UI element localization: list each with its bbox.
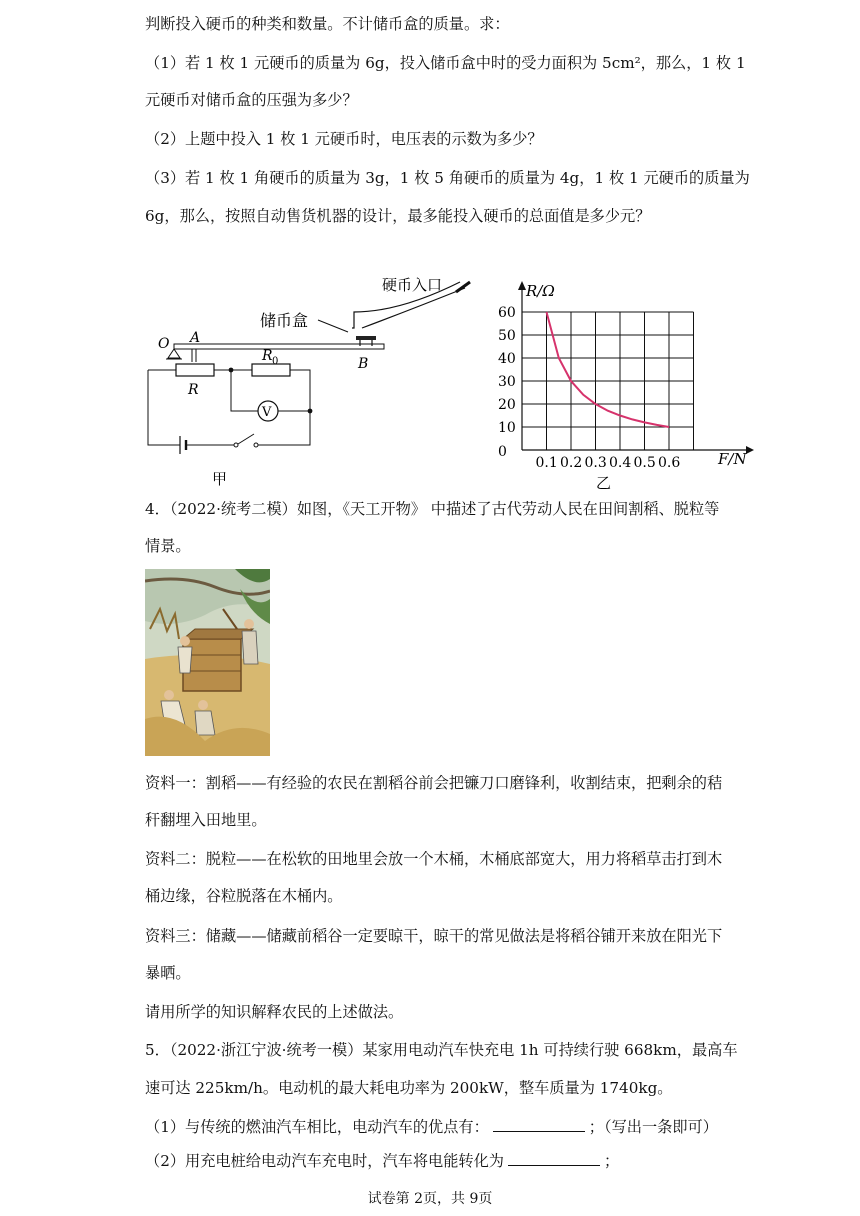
coin-inlet-label: 硬币入口 <box>382 276 443 294</box>
x-tick-label: 0.6 <box>658 455 681 471</box>
voltmeter-label: V <box>262 405 272 420</box>
point-a-label: A <box>190 330 201 346</box>
q4-material2-line1: 资料二：脱粒——在松软的田地里会放一个木桶，木桶底部宽大，用力将稻草击打到木 <box>145 850 723 868</box>
chart-grid <box>522 312 694 450</box>
chart-axes <box>518 281 754 454</box>
x-axis-label: F/N <box>718 450 747 468</box>
resistor-r0-subscript: 0 <box>272 356 279 367</box>
x-tick-label: 0.2 <box>560 455 583 471</box>
y-tick-label: 50 <box>498 328 516 344</box>
figure-jia-caption: 甲 <box>212 470 228 488</box>
y-axis-label: R/Ω <box>526 282 555 300</box>
q4-material2-line2: 桶边缘，谷粒脱落在木桶内。 <box>145 887 343 905</box>
x-tick-label: 0.1 <box>535 455 558 471</box>
q5-part1-suffix: ；（写出一条即可） <box>588 1118 718 1136</box>
q3-part3-line2: 6g，那么，按照自动售货机器的设计，最多能投入硬币的总面值是多少元？ <box>145 207 651 225</box>
y-tick-label: 10 <box>498 420 516 436</box>
page-footer: 试卷第 2页，共 9页 <box>367 1191 493 1207</box>
y-tick-label: 30 <box>498 374 516 390</box>
q4-ask: 请用所学的知识解释农民的上述做法。 <box>145 1003 404 1021</box>
q5-part2 <box>145 1151 619 1171</box>
answer-blank-2[interactable] <box>508 1151 600 1166</box>
harvest-illustration <box>145 569 270 756</box>
x-tick-label: 0.3 <box>584 455 607 471</box>
y-axis-arrow <box>518 281 526 290</box>
q4-heading-line2: 情景。 <box>145 537 191 555</box>
q5-part2-suffix: ； <box>603 1152 620 1170</box>
chart-ticks <box>498 305 680 471</box>
y-tick-label: 40 <box>498 351 516 367</box>
q5-part2-text: （2）用充电桩给电动汽车充电时，汽车将电能转化为 <box>145 1152 504 1170</box>
figure-yi-caption: 乙 <box>596 474 612 492</box>
circuit-diagram-jia <box>140 270 480 495</box>
y-tick-label: 60 <box>498 305 516 321</box>
q3-part1-line1: （1）若 1 枚 1 元硬币的质量为 6g，投入储币盒中时的受力面积为 5cm²，那么，1 枚 1 <box>145 54 746 72</box>
q5-part1-text: （1）与传统的燃油汽车相比，电动汽车的优点有： <box>145 1118 489 1136</box>
q4-heading: 4．（2022·统考二模）如图，《天工开物》 中描述了古代劳动人民在田间割稻、脱粒等 <box>145 500 720 518</box>
q4-material1-line1: 资料一：割稻——有经验的农民在割稻谷前会把镰刀口磨锋利，收割结束，把剩余的秸 <box>145 774 723 792</box>
q3-part2: （2）上题中投入 1 枚 1 元硬币时，电压表的示数为多少？ <box>145 130 543 148</box>
q4-material3-line2: 暴晒。 <box>145 964 191 982</box>
y-tick-label: 20 <box>498 397 516 413</box>
x-tick-label: 0.4 <box>609 455 632 471</box>
r-f-chart <box>478 278 768 493</box>
q3-part1-line2: 元硬币对储币盒的压强为多少？ <box>145 91 358 109</box>
resistor-r0-label: R <box>262 348 273 364</box>
point-b-label: B <box>358 356 369 372</box>
answer-blank-1[interactable] <box>493 1117 585 1132</box>
x-tick-label: 0.5 <box>633 455 656 471</box>
x-axis-arrow <box>746 446 754 454</box>
q3-intro: 判断投入硬币的种类和数量。不计储币盒的质量。求： <box>145 15 510 33</box>
q4-material3-line1: 资料三：储藏——储藏前稻谷一定要晾干，晾干的常见做法是将稻谷铺开来放在阳光下 <box>145 927 723 945</box>
q4-material1-line2: 秆翻埋入田地里。 <box>145 811 267 829</box>
origin-label: 0 <box>498 444 507 460</box>
coin-box-label: 储币盒 <box>260 311 309 330</box>
point-o-label: O <box>158 336 170 352</box>
q5-heading: 5．（2022·浙江宁波·统考一模）某家用电动汽车快充电 1h 可持续行驶 668km，最高车 <box>145 1041 738 1059</box>
series-curve <box>547 312 670 427</box>
resistor-r-label: R <box>188 382 199 398</box>
q5-heading-line2: 速可达 225km/h。电动机的最大耗电功率为 200kW，整车质量为 1740kg。 <box>145 1079 673 1097</box>
q3-part3-line1: （3）若 1 枚 1 角硬币的质量为 3g，1 枚 5 角硬币的质量为 4g，1 枚 1 元硬币的质量为 <box>145 169 750 187</box>
q5-part1 <box>145 1117 718 1137</box>
